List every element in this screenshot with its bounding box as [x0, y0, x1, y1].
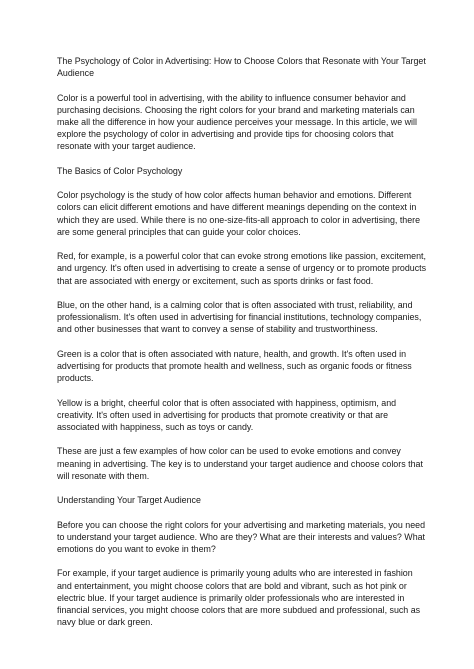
document-title: The Psychology of Color in Advertising: How to Choose Colors that Resonate with Your Target Audience [57, 56, 426, 79]
document-body [57, 55, 429, 641]
blue-paragraph: Blue, on the other hand, is a calming color that is often associated with trust, reliability, and professionalism. It's often used in advertising for financial institutions, technology companies, and other businesses that want to convey a sense of stability and trustworthiness. [57, 299, 422, 335]
section-heading-target-audience: Understanding Your Target Audience [57, 495, 201, 506]
intro-paragraph: Color is a powerful tool in advertising, with the ability to influence consumer behavior and purchasing decisions. Choosing the right colors for your brand and marketing materials can make all the difference in how your audience perceives your message. In this article, we will explore the psychology of color in advertising and provide tips for choosing colors that resonate with your target audience. [57, 92, 417, 152]
green-paragraph: Green is a color that is often associated with nature, health, and growth. It's often used in advertising for products that promote health and wellness, such as organic foods or fitness products. [57, 348, 412, 384]
yellow-paragraph: Yellow is a bright, cheerful color that is often associated with happiness, optimism, and creativity. It's often used in advertising for products that promote creativity or that are associated with happiness, such as toys or candy. [57, 397, 397, 432]
summary-paragraph: These are just a few examples of how color can be used to evoke emotions and convey meaning in advertising. The key is to understand your target audience and choose colors that will resonate with them. [57, 446, 423, 481]
red-paragraph: Red, for example, is a powerful color that can evoke strong emotions like passion, excitement, and urgency. It's often used in advertising to create a sense of urgency or to promote products that are associated with energy or excitement, such as sports drinks or fast food. [57, 251, 427, 286]
color-psychology-paragraph: Color psychology is the study of how color affects human behavior and emotions. Different colors can elicit different emotions and have different meanings depending on the context in which they are used. While there is no one-size-fits-all approach to color in advertising, there are some general principles that can guide your color choices. [57, 190, 421, 237]
target-audience-paragraph: Before you can choose the right colors for your advertising and marketing materials, you need to understand your target audience. Who are they? What are their interests and values? What emotions do you want to evoke in them? [57, 519, 426, 554]
target-audience-example-paragraph: For example, if your target audience is primarily young adults who are interested in fashion and entertainment, you might choose colors that are bold and vibrant, such as hot pink or electric blue. If your target audience is primarily older professionals who are interested in financial services, you might choose colors that are more subdued and professional, such as navy blue or dark green. [57, 568, 421, 628]
section-heading-color-psychology: The Basics of Color Psychology [57, 165, 183, 176]
